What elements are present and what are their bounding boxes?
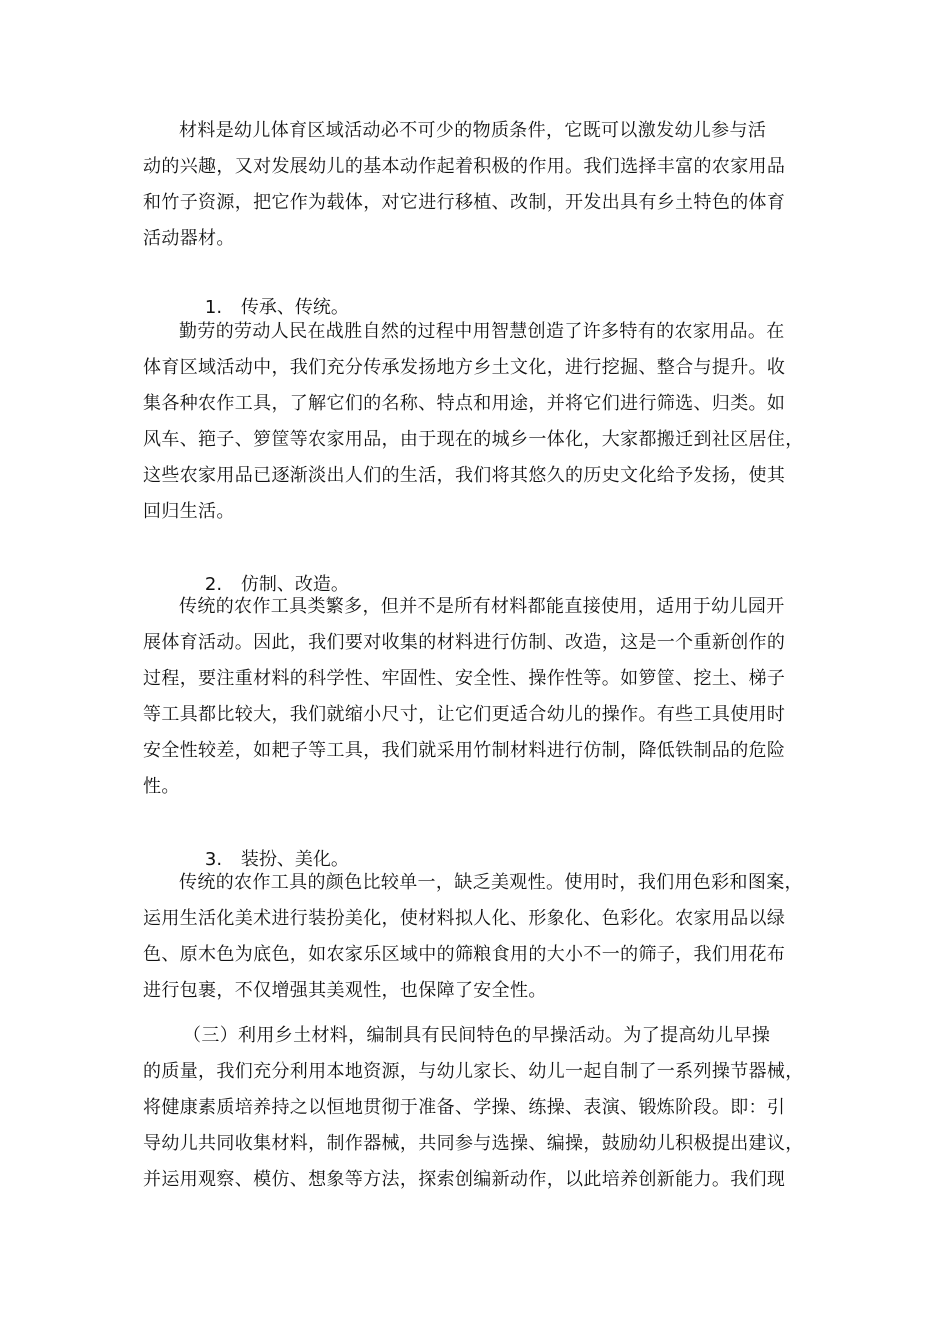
paragraph-line: 传统的农作工具的颜色比较单一，缺乏美观性。使用时，我们用色彩和图案，: [179, 872, 803, 893]
paragraph-line: 色、原木色为底色，如农家乐区域中的筛粮食用的大小不一的筛子，我们用花布: [143, 944, 786, 965]
paragraph-line: 动的兴趣，又对发展幼儿的基本动作起着积极的作用。我们选择丰富的农家用品: [143, 156, 786, 177]
paragraph-line: 运用生活化美术进行装扮美化，使材料拟人化、形象化、色彩化。农家用品以绿: [143, 908, 786, 929]
paragraph-line: 导幼儿共同收集材料，制作器械，共同参与选操、编操，鼓励幼儿积极提出建议，: [143, 1133, 804, 1154]
paragraph-line: 并运用观察、模仿、想象等方法，探索创编新动作，以此培养创新能力。我们现: [143, 1169, 786, 1190]
paragraph-line: 活动器材。: [143, 228, 235, 249]
paragraph-line: 勤劳的劳动人民在战胜自然的过程中用智慧创造了许多特有的农家用品。在: [179, 321, 785, 342]
paragraph-line: 安全性较差，如耙子等工具，我们就采用竹制材料进行仿制，降低铁制品的危险: [143, 740, 786, 761]
heading-number: 3.: [204, 849, 223, 870]
paragraph-line: 体育区域活动中，我们充分传承发扬地方乡土文化，进行挖掘、整合与提升。收: [143, 357, 786, 378]
paragraph-line: 风车、筢子、箩筐等农家用品，由于现在的城乡一体化，大家都搬迁到社区居住，: [143, 429, 804, 450]
paragraph-line: 的质量，我们充分利用本地资源，与幼儿家长、幼儿一起自制了一系列操节器械，: [143, 1061, 804, 1082]
heading-text: 装扮、美化。: [240, 849, 349, 870]
paragraph-line: 和竹子资源，把它作为载体，对它进行移植、改制，开发出具有乡土特色的体育: [143, 192, 786, 213]
paragraph-line: 传统的农作工具类繁多，但并不是所有材料都能直接使用，适用于幼儿园开: [179, 596, 785, 617]
heading-number: 2.: [204, 574, 223, 595]
heading-number: 1.: [204, 297, 223, 318]
heading-text: 传承、传统。: [240, 297, 349, 318]
paragraph-line: 这些农家用品已逐渐淡出人们的生活，我们将其悠久的历史文化给予发扬，使其: [143, 465, 786, 486]
paragraph-line: （三）利用乡土材料，编制具有民间特色的早操活动。为了提高幼儿早操: [183, 1025, 771, 1046]
paragraph-line: 展体育活动。因此，我们要对收集的材料进行仿制、改造，这是一个重新创作的: [143, 632, 786, 653]
paragraph-line: 回归生活。: [143, 501, 235, 522]
paragraph-line: 集各种农作工具，了解它们的名称、特点和用途，并将它们进行筛选、归类。如: [143, 393, 786, 414]
paragraph-line: 将健康素质培养持之以恒地贯彻于准备、学操、练操、表演、锻炼阶段。即：引: [143, 1097, 786, 1118]
heading-text: 仿制、改造。: [240, 574, 349, 595]
paragraph-line: 性。: [143, 776, 180, 797]
paragraph-line: 进行包裹，不仅增强其美观性，也保障了安全性。: [143, 980, 547, 1001]
paragraph-line: 过程，要注重材料的科学性、牢固性、安全性、操作性等。如箩筐、挖土、梯子: [143, 668, 786, 689]
paragraph-line: 等工具都比较大，我们就缩小尺寸，让它们更适合幼儿的操作。有些工具使用时: [143, 704, 786, 725]
paragraph-line: 材料是幼儿体育区域活动必不可少的物质条件，它既可以激发幼儿参与活: [179, 120, 767, 141]
